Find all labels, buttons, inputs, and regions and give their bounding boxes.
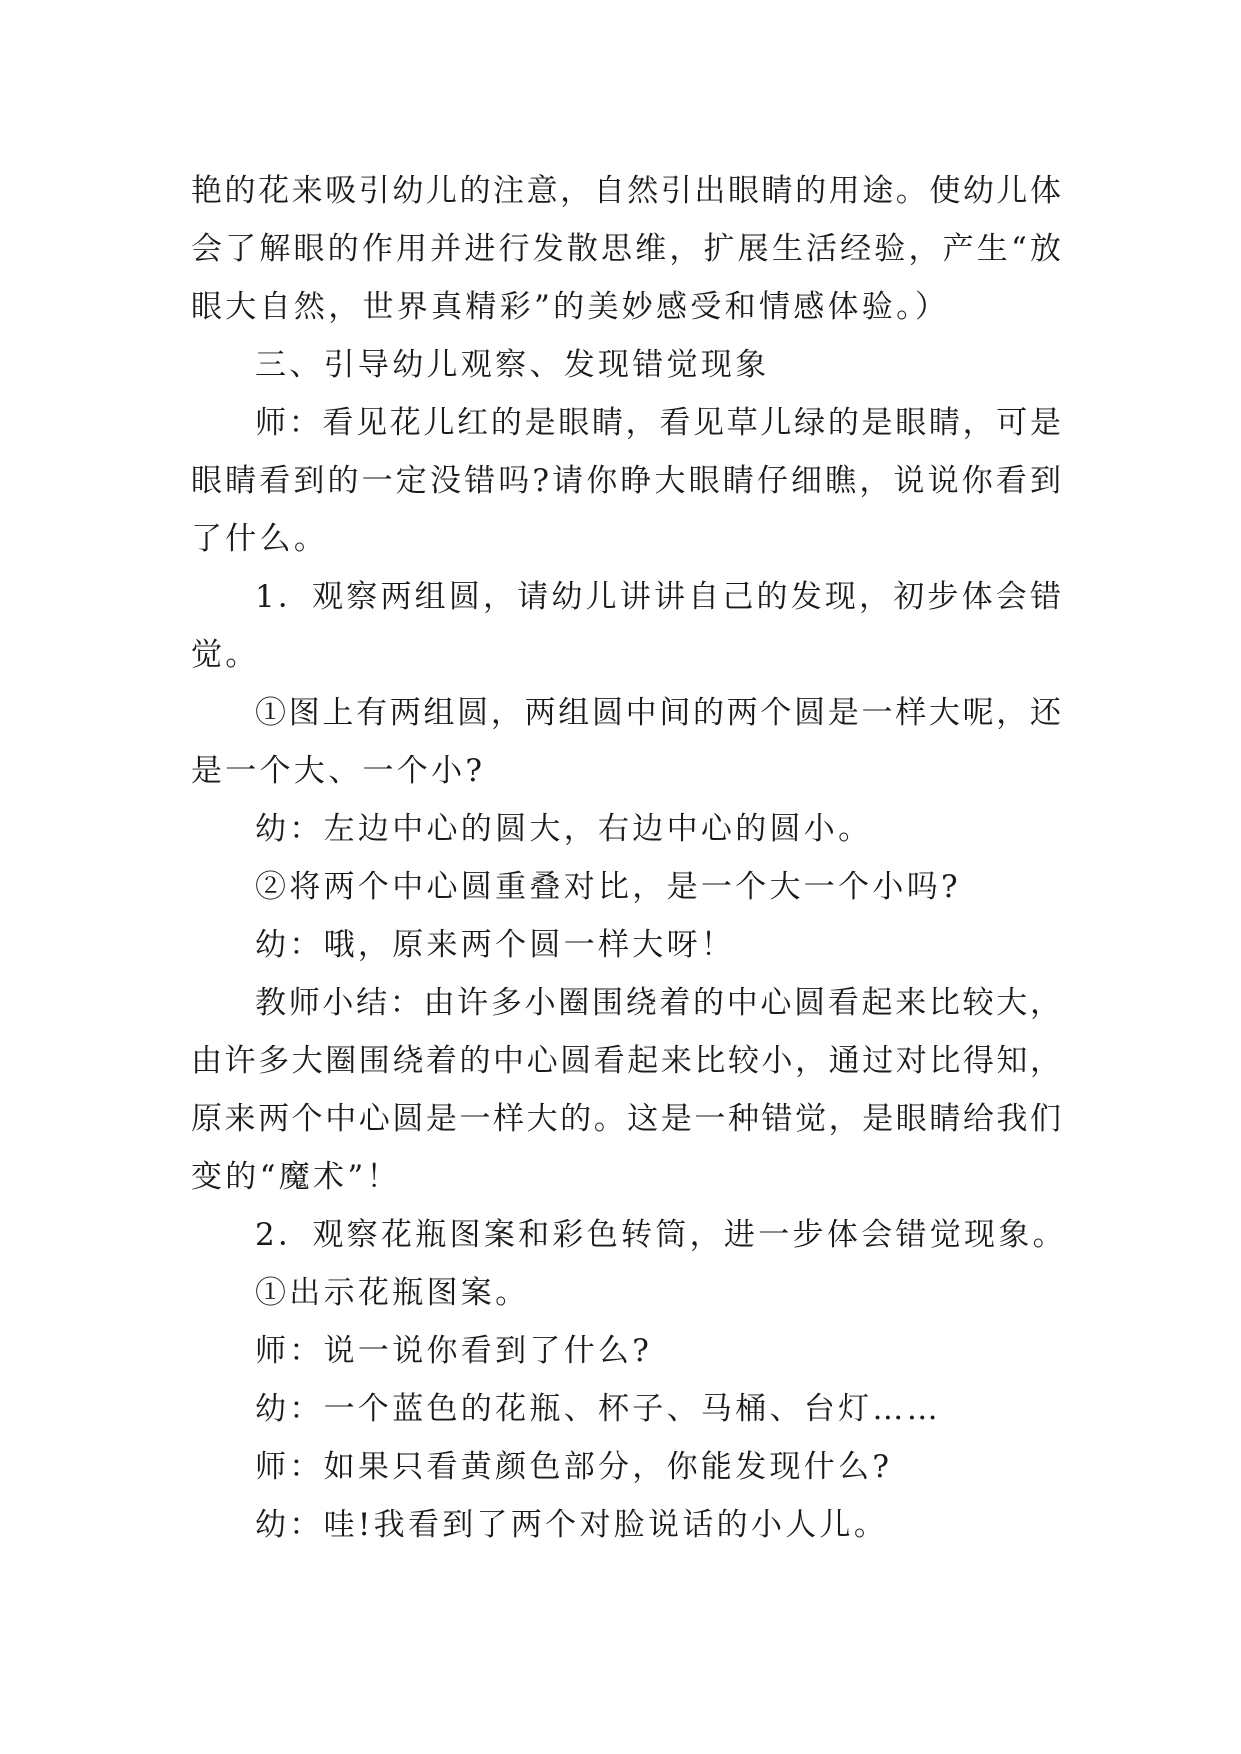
text-line: 师：说一说你看到了什么? — [255, 1333, 653, 1369]
text-line: 原来两个中心圆是一样大的。这是一种错觉，是眼睛给我们 — [191, 1101, 1061, 1137]
text-line: 会了解眼的作用并进行发散思维，扩展生活经验，产生“放 — [191, 231, 1061, 267]
text-line: 师：看见花儿红的是眼睛，看见草儿绿的是眼睛，可是 — [255, 405, 1061, 441]
text-line: 幼：一个蓝色的花瓶、杯子、马桶、台灯…… — [255, 1391, 941, 1427]
text-line: 幼：哦，原来两个圆一样大呀！ — [255, 927, 736, 963]
document-body — [191, 162, 1067, 1554]
text-line: 幼：哇!我看到了两个对脸说话的小人儿。 — [255, 1507, 889, 1543]
text-line: ②将两个中心圆重叠对比，是一个大一个小吗? — [255, 869, 961, 905]
text-line: ①出示花瓶图案。 — [255, 1275, 530, 1311]
text-line: 1．观察两组圆，请幼儿讲讲自己的发现，初步体会错 — [255, 579, 1061, 615]
text-line: 眼大自然，世界真精彩”的美妙感受和情感体验。） — [191, 289, 950, 325]
text-line: 教师小结：由许多小圈围绕着的中心圆看起来比较大， — [255, 985, 1061, 1021]
section-heading: 三、引导幼儿观察、发现错觉现象 — [255, 347, 770, 383]
text-line: 了什么。 — [191, 521, 329, 557]
text-line: 2．观察花瓶图案和彩色转筒，进一步体会错觉现象。 — [255, 1217, 1067, 1253]
text-line: 幼：左边中心的圆大，右边中心的圆小。 — [255, 811, 873, 847]
text-line: 变的“魔术”！ — [191, 1159, 401, 1195]
text-line: 觉。 — [191, 637, 260, 673]
text-line: 师：如果只看黄颜色部分，你能发现什么? — [255, 1449, 893, 1485]
text-line: 艳的花来吸引幼儿的注意，自然引出眼睛的用途。使幼儿体 — [191, 173, 1061, 209]
text-line: 是一个大、一个小? — [191, 753, 486, 789]
text-line: 由许多大圈围绕着的中心圆看起来比较小，通过对比得知， — [191, 1043, 1061, 1079]
text-line: ①图上有两组圆，两组圆中间的两个圆是一样大呢，还 — [255, 695, 1061, 731]
text-line: 眼睛看到的一定没错吗?请你睁大眼睛仔细瞧，说说你看到 — [191, 463, 1061, 499]
